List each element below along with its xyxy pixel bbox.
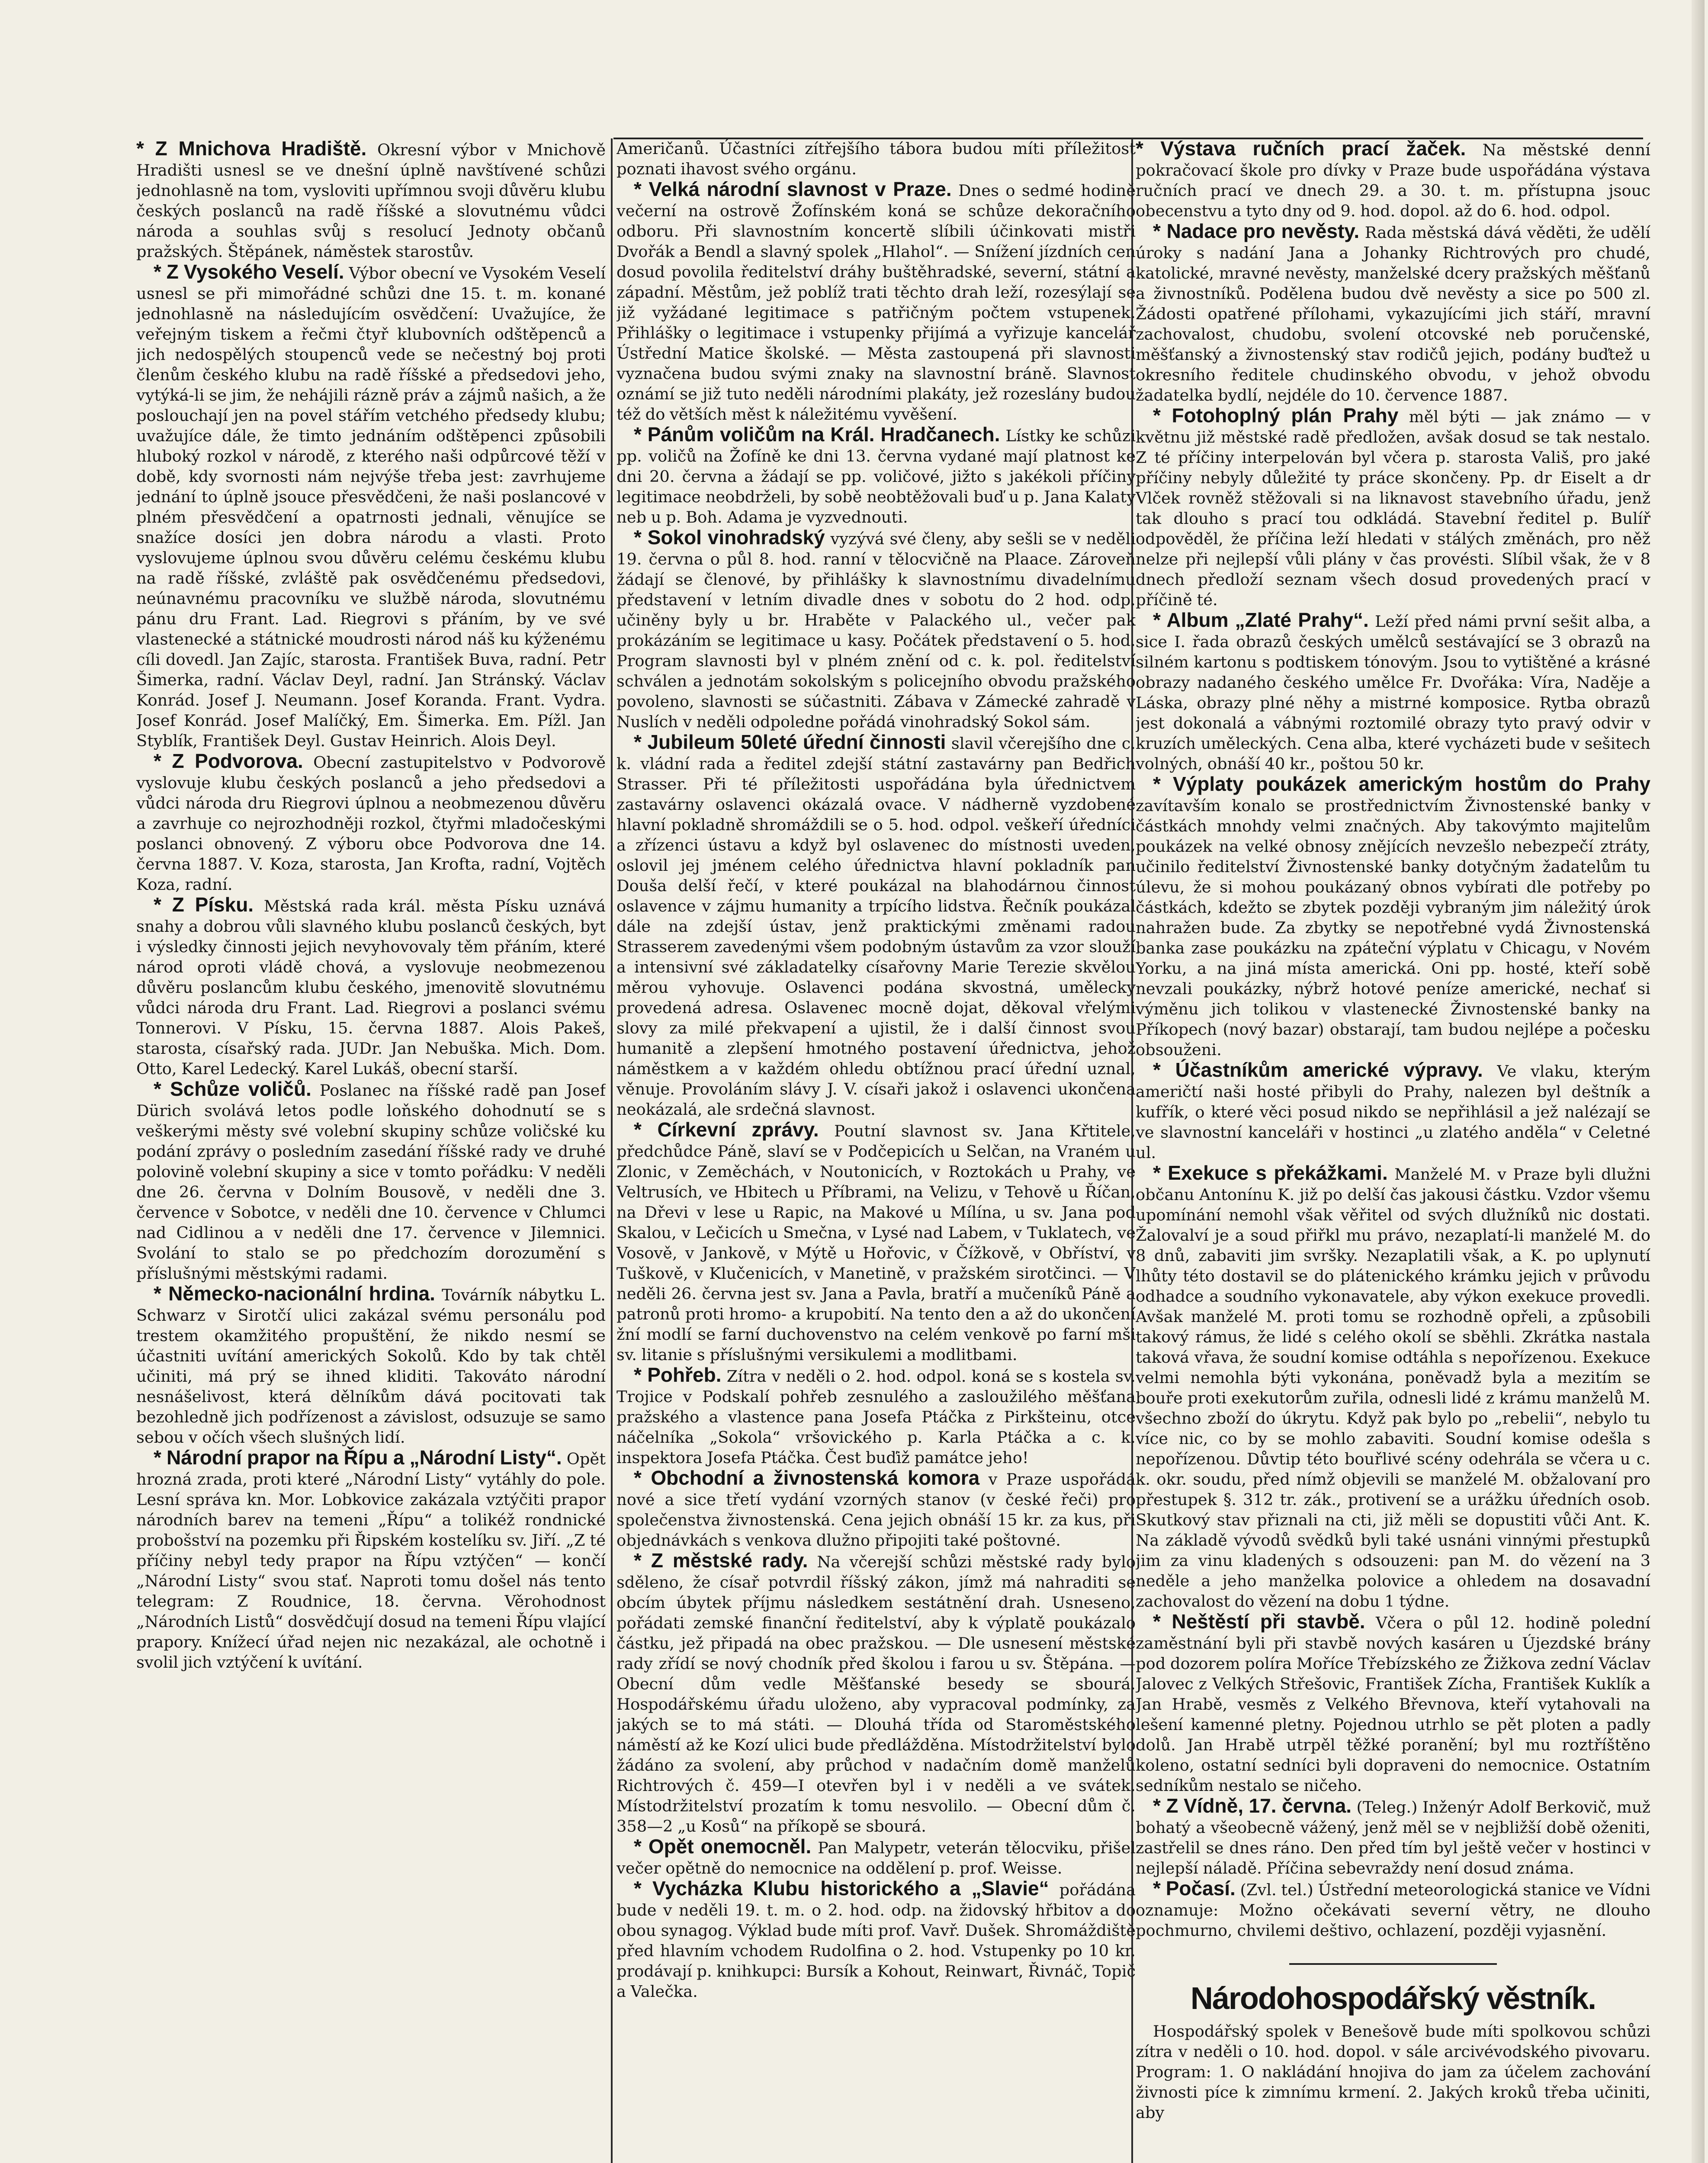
article-text: Zítra v neděli o 2. hod. odpol. koná se s kostela sv. Trojice v Podskalí pohřeb zesnulého a zasloužilého měšťana pražského a vlastence pana Josefa Ptáčka z Pirkšteinu, otce náčelníka „Sokola“ vršovického p. Karla Ptáčka a c. k. inspektora Josefa Ptáčka. Čest buďiž památce jeho!	[616, 1367, 1136, 1467]
article-text: Výbor obecní ve Vysokém Veselí usnesl se při mimořádné schůzi dne 15. t. m. konané jednohlasně na následujícím osvědčení: Uvažujíce, že veřejným tiskem a řečmi čtyř klubovních odštěpenců a jich nedospělých stoupenců vede se nečestný boj proti členům českého klubu na radě říšské a předsedovi jeho, vytýká-li se jim, že nehájili rázně práv a zájmů našich, a že poslouchají jen na povel stářím vetchého předsedy klubu; uvažujíce dále, že timto jednáním odštěpenci způsobili hluboký rozkol v národě, z kterého naši odpůrcové těží v době, kdy svornosti nám nejvýše třeba jest: zavrhujeme jednání to úplně jsouce přesvědčeni, že naši poslancové v plném přesvědčení a opatrnosti jednali, věnujíce se snažíce dosíci jen dobra národu a vlasti. Proto vyslovujeme úplnou svou důvěru celému českému klubu na radě říšské, zvláště pak osvědčenému předsedovi, neúnavnému pracovníku ve službě národa, slovutnému pánu dru Frant. Lad. Riegrovi s přáním, by ve své vlastenecké a státnické moudrosti národ náš ku kýženému cíli dovedl. Jan Zajíc, starosta. František Buva, radní. Petr Šimerka, radní. Václav Deyl, radní. Jan Stránský. Václav Konrád. Josef J. Neumann. Josef Koranda. Frant. Vydra. Josef Konrád. Josef Malíčký, Em. Šimerka. Em. Pížl. Jan Styblík, František Deyl. Gustav Heinrich. Alois Deyl.	[136, 264, 606, 750]
scan-edge	[1692, 0, 1705, 2163]
article-paragraph	[616, 1836, 1136, 1878]
article-text: Lístky ke schůzi pp. voličů na Žofíně ke dni 13. června vydané mají platnost ke dni 20. června a žádají se pp. voličové, jižto s jakékoli příčiny legitimace neobdrželi, by sobě neobtěžovali buď u p. Jana Kalaty neb u p. Boh. Adama je vyzvednouti.	[616, 427, 1136, 526]
article-paragraph	[1136, 1878, 1650, 1941]
article-heading: * Počasí.	[1153, 1877, 1236, 1900]
section-title: Národohospodářský věstník.	[1190, 1981, 1596, 2016]
article-heading: * Výplaty poukázek americkým hostům do Prahy	[1153, 773, 1650, 795]
article-text: Pan Malypetr, veterán tělocviku, přišel večer opětně do nemocnice na oddělení p. prof. Weisse.	[616, 1839, 1136, 1877]
article-text: Obecní zastupitelstvo v Podvorově vyslovuje klubu českých poslanců a jeho předsedovi a vůdci národa dru Riegrovi úplnou a neobmezenou důvěru a zavrhuje co nejrozhodněji rozkol, čtyřmi mladočeskými poslanci obnovený. Z výboru obce Podvorova dne 14. června 1887. V. Koza, starosta, Jan Krofta, radní, Vojtěch Koza, radní.	[136, 753, 606, 894]
article-heading: * Nadace pro nevěsty.	[1153, 220, 1360, 242]
article-heading: * Národní prapor na Řípu a „Národní Listy“.	[154, 1446, 562, 1469]
article-heading: * Vycházka Klubu historického a „Slavie“	[634, 1877, 1049, 1900]
section-rule	[1289, 1963, 1497, 1965]
column-divider-1	[611, 138, 613, 2163]
article-heading: * Z Vysokého Veselí.	[154, 260, 344, 283]
article-paragraph	[1136, 1060, 1650, 1163]
article-paragraph	[136, 1079, 606, 1284]
article-text: zavítavším konalo se prostřednictvím Živnostenské banky v částkách mnohdy velmi značných. Aby takovýmto majitelům poukázek na velké obnosy znějících nevzešlo nebezpečí ztráty, učinilo ředitelství Živnostenské banky dotyčným žadatelům tu úlevu, že si mohou poukázaný obnos vybírati dle potřeby po částkách, kdežto se zbytek později vybraným jim náležitý úrok nahražen bude. Za zbytky se nepotřebné vydá Živnostenská banka zase poukázku na zpáteční výplatu v Chicagu, v Novém Yorku, a na jiná místa americká. Oni pp. hosté, kteří sobě nevzali poukázky, nýbrž hotové peníze americké, nechať si výměnu jich tolikou v vlastenecké Živnostenské banky na Příkopech (nový bazar) obstarají, tam budou nejlépe a počesku obsouženi.	[1136, 796, 1650, 1059]
article-paragraph	[136, 751, 606, 895]
article-text: Poslanec na říšské radě pan Josef Dürich svolává letos podle loňského dohodnutí se s veškerými městy své volební skupiny schůze voličské ku podání zprávy o posledním zasedání říšské rady ve druhé polovině volební skupiny a sice v tomto pořádku: V neděli dne 26. června v Dolním Bousově, v neděli dne 3. července v Sobotce, v neděli dne 10. července v Chlumci nad Cidlinou a v neděli dne 17. července v Jilemnici. Svolání to stalo se po předchozím dorozumění s příslušnými městskými radami.	[136, 1081, 606, 1283]
article-paragraph	[1136, 2021, 1650, 2123]
article-paragraph	[616, 1120, 1136, 1365]
article-paragraph	[1136, 138, 1650, 221]
article-heading: * Z Vídně, 17. června.	[1153, 1794, 1352, 1817]
article-paragraph	[1136, 1796, 1650, 1878]
article-paragraph	[1136, 405, 1650, 610]
article-heading: * Z Podvorova.	[154, 750, 303, 772]
article-heading: * Album „Zlaté Prahy“.	[1153, 609, 1369, 631]
article-paragraph	[1136, 774, 1650, 1060]
article-text: Američanů. Účastníci zítřejšího tábora budou míti příležitost poznati ihavost svého orgánu.	[616, 139, 1136, 178]
article-text: Rada městská dává věděti, že udělí úroky s nadání Jana a Johanky Richtrových pro chudé, katolické, mravné nevěsty, manželské dcery pražských měšťanů a živnostníků. Podělena budou dvě nevěsty a sice po 500 zl. Žádosti opatřené přílohami, vykazujícími jich stáří, mravní zachovalost, chudobu, svolení otcovské neb poručenské, měšťanský a živnostenský stav rodičů jejich, podány buďtež u okresního ředitele chudinského obvodu, v jehož obvodu žadatelka bydlí, nejdéle do 10. července 1887.	[1136, 223, 1650, 404]
article-paragraph	[1136, 1163, 1650, 1611]
article-text: Hospodářský spolek v Benešově bude míti spolkovou schůzi zítra v neděli o 10. hod. dopol. v sále arcivévodského pivovaru. Program: 1. O nakládání hnojiva do jam za účelem zachování živnosti píce k zimnímu krmení. 2. Jakých kroků třeba učiniti, aby	[1136, 2022, 1650, 2122]
article-heading: * Německo-nacionální hrdina.	[154, 1282, 435, 1305]
article-heading: * Opět onemocněl.	[634, 1835, 812, 1858]
article-text: Na včerejší schůzi městské rady bylo sděleno, že císař potvrdil říšský zákon, jímž má nahraditi se obcím úbytek příjmu následkem sestátnění drah. Usneseno, pořádati zemské finanční ředitelství, aby k výplatě poukázalo částku, jež připadá na obec pražskou. — Dle usnesení městské rady zřídí se nový chodník před školou i farou u sv. Štěpána. — Obecní dům vedle Měšťanské besedy se sbourá. Hospodářskému úřadu uloženo, aby vypracoval podmínky, za jakých se to má státi. — Dlouhá třída od Staroměstského náměstí až ke Kozí ulici bude předlážděna. Místodržitelství bylo žádáno za svolení, aby průchod v nadačním domě manželů Richtrových č. 459—I otevřen byl i v neděli a ve svátek. Místodržitelství prozatím k tomu nesvolilo. — Obecní dům č. 358—2 „u Kosů“ na příkopě se sbourá.	[616, 1553, 1136, 1836]
article-text: Ve vlaku, kterým američtí naši hosté přibyli do Prahy, nalezen byl deštník a kufřík, o které věci posud nikdo se nepřihlásil a jež nalézají se ve slavnostní kanceláři v hostinci „u zlatého anděla“ v Celetné ul.	[1136, 1062, 1650, 1162]
article-text: vyzývá své členy, aby sešli se v neděli 19. června o půl 8. hod. ranní v tělocvičně na Plaace. Zároveň žádají se členové, by přihlášky k slavnostnímu divadelnímu představení v letním divadle dnes v sobotu do 2 hod. odp. učiněny byly u br. Hraběte v Palackého ul., večer pak prokázáním se legitimace u kasy. Počátek představení o 5. hod. Program slavnosti byl v plném znění od c. k. pol. ředitelství schválen a jednotám sokolským s policejního obvodu pražského povoleno, slavnosti se súčastniti. Zábava v Zámecké zahradě v Nuslích v neděli odpoledne pořádá vinohradský Sokol sám.	[616, 530, 1136, 731]
article-paragraph	[1136, 610, 1650, 774]
article-text: Opět hrozná zrada, proti které „Národní Listy“ vytáhly do pole. Lesní správa kn. Mor. Lobkovice zakázala vztýčiti prapor národních barev na temeni „Řípu“ a tolikéž rondnické probošství na pozemku při Řipském kostelíku sv. Jiří. „Z té příčiny nebyl tedy prapor na Řípu vztýčen“ — končí „Národní Listy“ svou stať. Naproti tomu došel nás tento telegram: Z Roudnice, 18. června. Věrohodnost „Národních Listů“ dosvědčují dosud na temeni Řípu vlající prapory. Knížecí úřad nejen nic nezakázal, ale ochotně i svolil jich vztýčení k uvítání.	[136, 1450, 606, 1672]
article-text: Dnes o sedmé hodině večerní na ostrově Žofínském koná se schůze dekoračního odboru. Při slavnostním koncertě slíbili účinkovati mistři Dvořák a Bendl a slavný spolek „Hlahol“. — Snížení jízdních cen dosud povolila ředitelství dráhy buštěhradské, severní, státní a západní. Městům, jež poblíž trati těchto drah leží, rozesýlají se již vyžádané legitimace s patřičným počtem vstupenek. Přihlášky o legitimace i vstupenky přijímá a vyřizuje kancelář Ústřední Matice školské. — Města zastoupená při slavnosti vyznačena budou svými znaky na slavnostní bráně. Slavnost oznámí se již tuto neděli národními plakáty, jež rozeslány budou též do větších měst k náležitému vyvěšení.	[616, 181, 1136, 424]
article-text: Leží před námi první sešit alba, a sice I. řada obrazů českých umělců sestávající se 3 obrazů na silném kartonu s podtiskem tónovým. Jsou to vytištěné a krásné obrazy nadaného českého umělce Fr. Dvořáka: Víra, Naděje a Láska, obrazy plné něhy a mistrné komposice. Rytba obrazů jest dokonalá a vábnými roztomilé obrazy tyto pravý odvir v kruzích uměleckých. Cena alba, které vycházeti bude v sešitech volných, obnáší 40 kr., poštou 50 kr.	[1136, 612, 1650, 773]
article-heading: * Schůze voličů.	[154, 1078, 311, 1100]
article-text: v Praze uspořádá nové a sice třetí vydání vzorných stanov (v české řeči) pro společenstva živnostenská. Cena jejich obnáší 15 kr. za kus, při objednávkách s venkova dlužno připojiti také poštovné.	[616, 1470, 1136, 1550]
article-paragraph	[1136, 1611, 1650, 1796]
article-heading: * Jubileum 50leté úřední činnosti	[634, 731, 946, 753]
article-heading: * Z Mnichova Hradiště.	[136, 138, 367, 160]
article-heading: * Obchodní a živnostenská komora	[634, 1467, 980, 1489]
article-text: pořádána bude v neděli 19. t. m. o 2. hod. odp. na židovský hřbitov a do obou synagog. Výklad bude míti prof. Vavř. Dušek. Shromáždiště před hlavním vchodem Rudolfina o 2. hod. Vstupenky po 10 kr. prodávají p. knihkupci: Bursík a Kohout, Reinwart, Řivnáč, Topič a Valečka.	[616, 1881, 1136, 2001]
article-paragraph	[1136, 221, 1650, 405]
column-right	[1136, 138, 1650, 2163]
article-heading: * Pohřeb.	[634, 1364, 722, 1386]
article-heading: * Fotohoplný plán Prahy	[1153, 404, 1399, 427]
article-paragraph	[136, 895, 606, 1079]
article-paragraph	[136, 1284, 606, 1447]
article-heading: * Neštěstí při stavbě.	[1153, 1610, 1365, 1633]
article-paragraph	[136, 1447, 606, 1672]
article-heading: * Velká národní slavnost v Praze.	[634, 178, 952, 200]
article-heading: * Církevní zprávy.	[634, 1118, 819, 1141]
article-paragraph	[616, 1550, 1136, 1836]
article-text: Na městské denní pokračovací škole pro dívky v Praze bude uspořádána výstava ručních prací ve dnech 29. a 30. t. m. přístupna jsouc obecenstvu a tyto dny od 9. hod. dopol. až do 6. hod. odpol.	[1136, 141, 1650, 220]
article-text: Okresní výbor v Mnichově Hradišti usnesl se ve dnešní úplně navštívené schůzi jednohlasně na tom, vysloviti upřímnou svoji důvěru klubu českých poslanců na radě říšské a slovutnému vůdci národa a souhlas svůj s resolucí Jednoty občanů pražských. Štěpánek, náměstek starostův.	[136, 141, 606, 261]
article-paragraph	[616, 138, 1136, 179]
article-heading: * Exekuce s překážkami.	[1153, 1162, 1388, 1184]
article-text: Včera o půl 12. hodině polední zaměstnání byli při stavbě nových kasáren u Újezdské brány pod dozorem políra Moříce Třebízského ze Žižkova zední Václav Jalovec z Velkých Střešovic, František Zícha, František Kuklík a Jan Hrabě, vesměs z Velkého Břevnova, kteří vytahovali na lešení kamenné pletny. Pojednou utrhlo se pět ploten a padly dolů. Jan Hrabě utrpěl těžké poranění; byl mu roztříštěno koleno, ostatní sedníci byli dopraveni do nemocnice. Ostatním sedníkům nestalo se ničeho.	[1136, 1614, 1650, 1795]
article-text: slavil včerejšího dne c. k. vládní rada a ředitel zdejší státní zastavárny pan Bedřich Strasser. Při té příležitosti uspořádána byla úřednictvem zastavárny oslavenci okázalá ovace. V nádherně vyzdobené hlavní pokladně shromáždili se o 5. hod. odpol. veškeří úředníci a zřízenci ústavu a když byl oslavenec do místnosti uveden, oslovil jej jménem celého úřednictva hlavní pokladník pan Douša delší řečí, v které poukázal na blahodárnou činnost oslavence v zájmu humanity a trpícího lidstva. Řečník poukázal dále na zdejší ústav, jenž praktickými změnami radou Strasserem zavedenými všem podobným ústavům za vzor slouží a intensivní své základatelky císařovny Marie Terezie skvělou měrou vyhovuje. Oslavenci podána skvostná, umělecky provedená adresa. Oslavenec mocně dojat, děkoval vřelými slovy za milé překvapení a ujistil, že i další činnost svou humanitě a zlepšení hmotného postavení úřednictva, jehož náměstkem a v každém ohledu obtížnou prací úřední uznal, věnuje. Provoláním slávy J. V. císaři jakož i oslavenci ukončena neokázalá, ale srdečná slavnost.	[616, 734, 1136, 1119]
article-text: (Teleg.) Inženýr Adolf Berkovič, muž bohatý a všeobecně vážený, jenž měl se v nejbližší době oženiti, zastřelil se dnes ráno. Den před tím byl ještě večer v hostinci v nejlepší náladě. Příčina sebevraždy není dosud známa.	[1136, 1798, 1650, 1877]
article-text: měl býti — jak známo — v květnu již městské radě předložen, avšak dosud se tak nestalo. Z té příčiny interpelován byl včera p. starosta Vališ, pro jaké příčiny nebyly důležité ty práce skončeny. Pp. dr Eiselt a dr Vlček rovněž stěžovali si na liknavost stavebního úřadu, jenž tak dlouho s prací tou odkládá. Stavební ředitel p. Bulíř odpověděl, že příčina leží hledati v stálých změnách, pro něž nelze při nejlepší vůli plány v čas provésti. Slíbil však, že v 8 dnech předloží seznam všech dosud provedených prací v příčině té.	[1136, 408, 1650, 609]
article-paragraph	[616, 732, 1136, 1120]
article-text: Továrník nábytku L. Schwarz v Sirotčí ulici zakázal svému personálu pod trestem okamžitého propuštění, že nikdo nesmí se účastniti uvítání amerických Sokolů. Kdo by tak chtěl učiniti, má prý se ihned kliditi. Takováto národní nesnášelivost, která dělníkům dává pocitovati tak bezohledně jich podřízenost a závislost, odsuzuje se samo sebou v očích všech slušných lidí.	[136, 1286, 606, 1447]
column-left	[136, 138, 606, 2163]
article-paragraph	[616, 424, 1136, 527]
article-text: (Zvl. tel.) Ústřední meteorologická stanice ve Vídni oznamuje: Možno očekávati severní větry, ne dlouho pochmurno, chvilemi deštivo, ochlazení, později vyjasnění.	[1136, 1881, 1650, 1940]
article-paragraph	[136, 262, 606, 751]
article-heading: * Z Písku.	[154, 893, 254, 916]
article-text: Manželé M. v Praze byli dlužni občanu Antonínu K. již po delší čas jakousi částku. Vzdor všemu upomínání nemohl však věřitel od svých dlužníků nic dostati. Žalovalví je a soud přiřkl mu právo, nezaplatí-li manželé M. do 8 dnů, zabaviti jim svršky. Nezaplatili však, a K. po uplynutí lhůty této dostavil se do plátenického krámku jejich v průvodu odhadce a soudního vykonavatele, aby výkon exekuce provedli. Avšak manželé M. proti tomu se rozhodně opřeli, a způsobili takový rámus, že lidé s celého okolí se sběhli. Zkrátka nastala taková vřava, že soudní komise odtáhla s nepořízenou. Exekuce velmi nemohla býti vykonána, poněvadž byla a mezitím se bouře proti exekutorům zuřila, odnesli lidé z krámu manželů M. všechno zboží do úkrytu. Když pak bylo po „rebelii“, nebylo tu více nic, co by se mohlo zabaviti. Soudní komise odešla s nepořízenou. Důvtip této bouřlivé scény odehrála se včera u c. k. okr. soudu, před nímž objevili se manželé M. obžalovaní pro přestupek §. 312 tr. zák., protivení se a urážku úředních osob. Skutkový stav přiznali na cti, již měli se dopustiti vůči Ant. K. Na základě vývodů svědků byli také usnáni vinnými přestupků jim za vinu kladených s odsouzeni: pan M. do vězení na 3 neděle a jeho manželka polovice a ohledem na dosavadní zachovalost do vězení na dobu 1 týdne.	[1136, 1165, 1650, 1611]
article-paragraph	[616, 179, 1136, 424]
column-middle	[616, 138, 1136, 2163]
article-heading: * Sokol vinohradský	[634, 526, 825, 549]
article-heading: * Z městské rady.	[634, 1549, 808, 1572]
article-paragraph	[616, 1468, 1136, 1550]
article-paragraph	[616, 1878, 1136, 2002]
article-paragraph	[136, 138, 606, 262]
article-heading: * Pánům voličům na Král. Hradčanech.	[634, 423, 1000, 446]
article-text: Městská rada král. města Písku uznává snahy a dobrou vůli slavného klubu poslanců českých, byt i výsledky činnosti jejich nevyhovovaly těm přáním, které národ oproti vládě chová, a vyslovuje neobmezenou důvěru poslancům klubu českého, jmenovitě slovutnému vůdci národa dru Frant. Lad. Riegrovi a poslanci svému Tonnerovi. V Písku, 15. června 1887. Alois Pakeš, starosta, císařský rada. JUDr. Jan Nebuška. Mich. Dom. Otto, Karel Ledecký. Karel Lukáš, obecní starší.	[136, 897, 606, 1078]
article-paragraph	[616, 527, 1136, 732]
article-paragraph	[616, 1365, 1136, 1468]
article-text: Poutní slavnost sv. Jana Křtitele, předchůdce Páně, slaví se v Podčepicích u Selčan, na Vraném u Zlonic, v Zeměchách, v Noutonicích, v Roztokách u Prahy, ve Veltrusích, ve Hbitech u Příbrami, na Velizu, v Tehově u Říčan, na Dřevi v lese u Rapic, na Makové u Mílína, u sv. Jana pod Skalou, v Lečicích u Smečna, v Lysé nad Labem, v Tuklatech, ve Vosově, v Jankově, v Mýtě u Hořovic, v Čížkově, v Obříství, v Tuškově, v Klučenicích, v Manetině, v pražském sirotčinci. — V neděli 26. června jest sv. Jana a Pavla, bratří a mučeníků Páně a patronů proti hromo- a krupobití. Na tento den a až do ukončení žní modlí se farní duchovenstvo na celém venkově po farní mši sv. litanie s příslušnými versikulemi a modlitbami.	[616, 1122, 1136, 1364]
article-heading: * Výstava ručních prací žaček.	[1136, 138, 1466, 160]
article-heading: * Účastníkům americké výpravy.	[1153, 1059, 1483, 1081]
